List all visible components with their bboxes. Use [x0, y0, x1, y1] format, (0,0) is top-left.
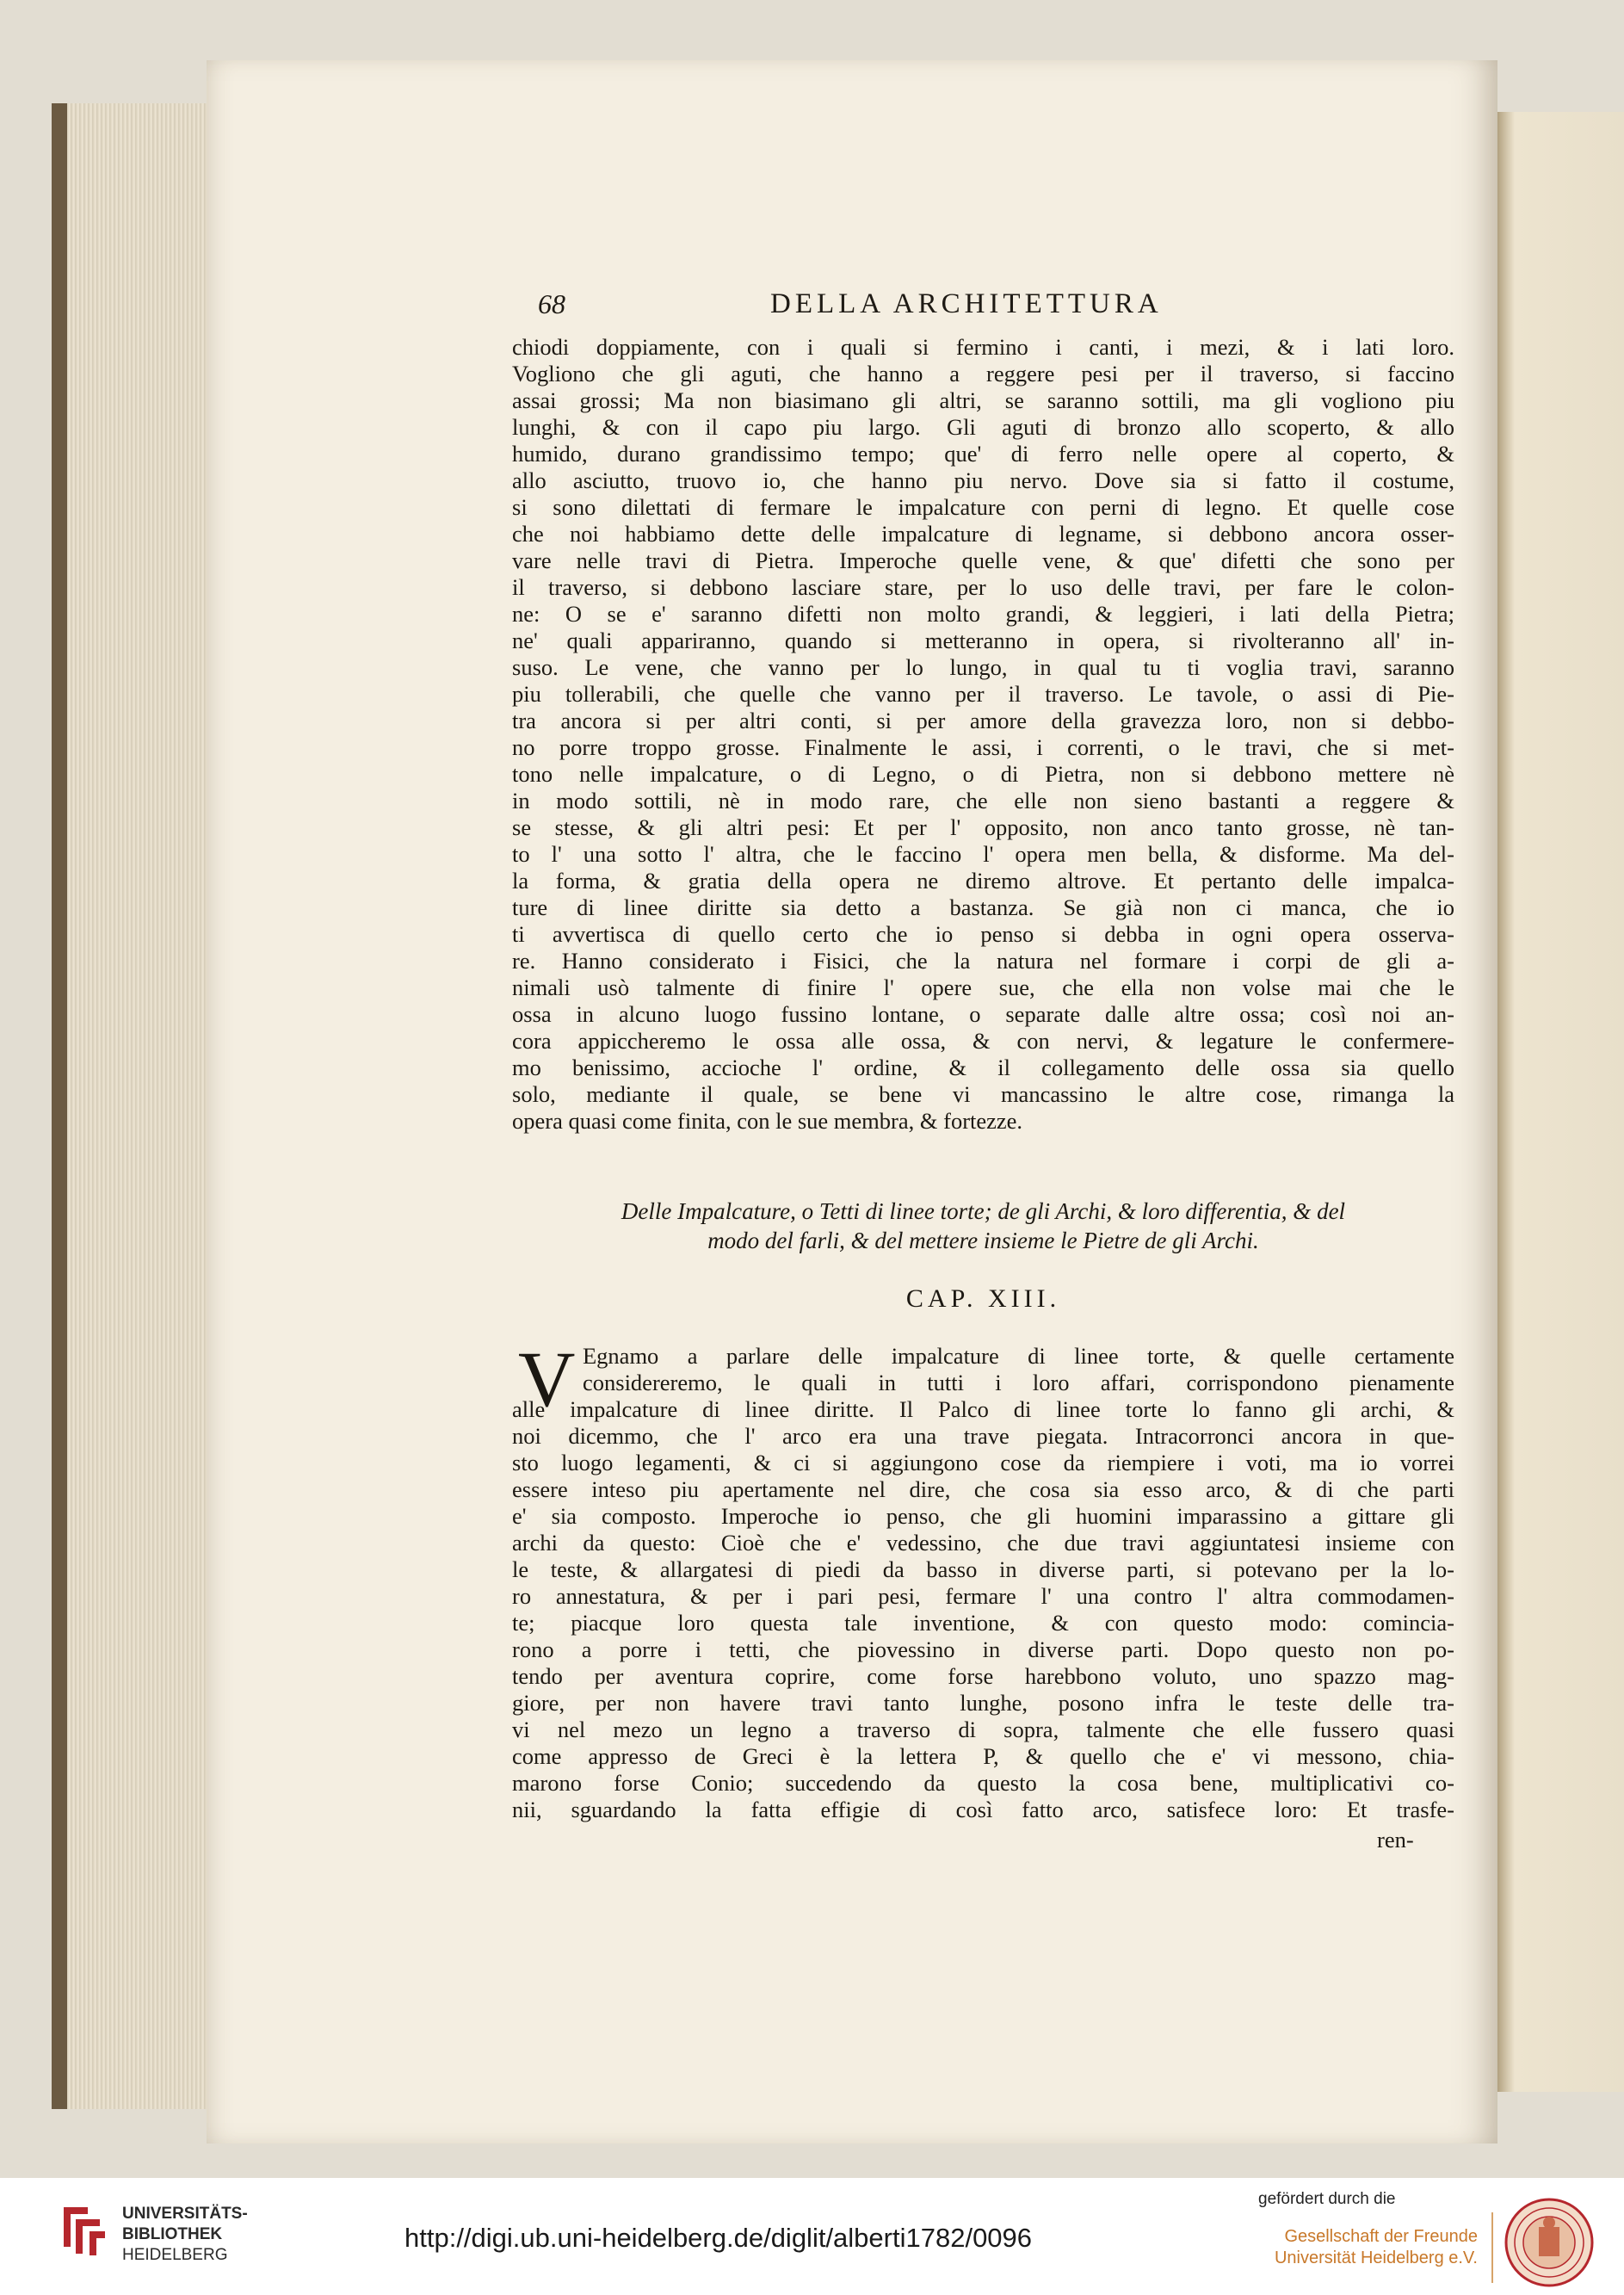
text-line: sto luogo legamenti, & ci si aggiungono cose da riempiere i voti, ma io vorrei	[512, 1450, 1454, 1475]
text-line: le teste, & allargatesi di piedi da basso in diverse parti, si potevano per la lo-	[512, 1556, 1454, 1582]
text-line: ne: O se e' saranno difetti non molto grandi, & leggieri, i lati della Pietra;	[512, 601, 1454, 627]
text-line: vi nel mezo un legno a traverso di sopra, talmente che elle fussero quasi	[512, 1717, 1454, 1742]
text-line: Egnamo a parlare delle impalcature di linee torte, & quelle certamente	[583, 1343, 1454, 1369]
rubric-line-1: Delle Impalcature, o Tetti di linee torte; de gli Archi, & loro differentia, & del	[621, 1198, 1346, 1224]
text-line: si sono dilettati di fermare le impalcature con perni di legno. Et quelle cose	[512, 494, 1454, 520]
text-line: la forma, & gratia della opera ne diremo altrove. Et pertanto delle impalca-	[512, 868, 1454, 894]
chapter-rubric	[512, 1197, 1454, 1255]
text-line: nii, sguardando la fatta effigie di così fatto arco, satisfece loro: Et trasfe-	[512, 1797, 1454, 1822]
text-line: considereremo, le quali in tutti i loro affari, corrispondono pienamente	[583, 1370, 1454, 1395]
library-name-line-3: HEIDELBERG	[122, 2246, 228, 2264]
page-block-left	[52, 103, 222, 2109]
society-name-line-1: Gesellschaft der Freunde	[1284, 2227, 1478, 2246]
text-line: no porre troppo grosse. Finalmente le assi, i correnti, o le travi, che si met-	[512, 734, 1454, 760]
text-line: chiodi doppiamente, con i quali si fermino i canti, i mezi, & i lati loro.	[512, 334, 1454, 360]
text-line: che noi habbiamo dette delle impalcature di legname, si debbono ancora osser-	[512, 521, 1454, 547]
text-line: ture di linee diritte sia detto a bastanza. Se già non ci manca, che io	[512, 894, 1454, 920]
text-line: rono a porre i tetti, che piovessino in diverse parti. Dopo questo non po-	[512, 1636, 1454, 1662]
footer-bar	[0, 2178, 1624, 2295]
text-line: in modo sottili, nè in modo rare, che elle non sieno bastanti a reggere &	[512, 788, 1454, 813]
text-line: giore, per non havere travi tanto lunghe, posono infra le teste delle tra-	[512, 1690, 1454, 1716]
text-line: solo, mediante il quale, se bene vi mancassino le altre cose, rimanga la	[512, 1081, 1454, 1107]
text-line: lunghi, & con il capo piu largo. Gli aguti di bronzo allo scoperto, & allo	[512, 414, 1454, 440]
text-line: suso. Le vene, che vanno per lo lungo, in qual tu ti voglia travi, saranno	[512, 654, 1454, 680]
text-line: essere inteso piu apertamente nel dire, che cosa sia esso arco, & di che parti	[512, 1476, 1454, 1502]
library-logo-icon	[57, 2199, 112, 2259]
text-line: to l' una sotto l' altra, che le faccino l' opera men bella, & disforme. Ma del-	[512, 841, 1454, 867]
text-line: Vogliono che gli aguti, che hanno a reggere pesi per il traverso, si faccino	[512, 361, 1454, 387]
permalink-url[interactable]: http://digi.ub.uni-heidelberg.de/diglit/alberti1782/0096	[404, 2223, 1033, 2253]
library-name-line-2: BIBLIOTHEK	[122, 2225, 223, 2243]
rubric-line-2: modo del farli, & del mettere insieme le Pietre de gli Archi.	[707, 1228, 1259, 1253]
library-name-line-1: UNIVERSITÄTS-	[122, 2205, 248, 2223]
drop-cap: V	[518, 1335, 576, 1423]
text-line: te; piacque loro questa tale inventione, & con questo modo: comincia-	[512, 1610, 1454, 1636]
text-line: e' sia composto. Imperoche io penso, che gli huomini imparassino a gittare gli	[512, 1503, 1454, 1529]
body-text-2	[512, 1343, 1454, 1823]
text-line: cora appiccheremo le ossa alle ossa, & con nervi, & legature le confermere-	[512, 1028, 1454, 1054]
text-line: ro annestatura, & per i pari pesi, fermare l' una contro l' altra commodamen-	[512, 1583, 1454, 1609]
body-text-1	[512, 334, 1454, 1135]
society-name-line-2: Universität Heidelberg e.V.	[1274, 2249, 1478, 2267]
text-line: vare nelle travi di Pietra. Imperoche quelle vene, & que' difetti che sono per	[512, 547, 1454, 573]
text-line: il traverso, si debbono lasciare stare, per lo uso delle travi, per fare le colon-	[512, 574, 1454, 600]
text-line: allo asciutto, truovo io, che hanno piu nervo. Dove sia si fatto il costume,	[512, 467, 1454, 493]
text-line: marono forse Conio; succedendo da questo la cosa bene, multiplicativi co-	[512, 1770, 1454, 1796]
page-number: 68	[538, 288, 565, 319]
text-line: re. Hanno considerato i Fisici, che la natura nel formare i corpi de gli a-	[512, 948, 1454, 974]
footer-divider	[1491, 2212, 1493, 2283]
text-line: tendo per aventura coprire, come forse harebbono voluto, uno spazzo mag-	[512, 1663, 1454, 1689]
text-line: nimali usò talmente di finire l' opere sue, che ella non volse mai che le	[512, 974, 1454, 1000]
funded-by-label: gefördert durch die	[1258, 2190, 1396, 2208]
university-seal-icon	[1497, 2197, 1601, 2288]
text-line: alle impalcature di linee diritte. Il Palco di linee torte lo fanno gli archi, &	[512, 1396, 1454, 1422]
running-title: DELLA ARCHITETTURA	[770, 288, 1163, 319]
chapter-heading: CAP. XIII.	[905, 1284, 1061, 1313]
text-line: assai grossi; Ma non biasimano gli altri, se saranno sottili, ma gli vogliono piu	[512, 387, 1454, 413]
text-line: noi dicemmo, che l' arco era una trave piegata. Intracorronci ancora in que-	[512, 1423, 1454, 1449]
text-line: archi da questo: Cioè che e' vedessino, che due travi aggiuntatesi insieme con	[512, 1530, 1454, 1556]
text-line: mo benissimo, accioche l' ordine, & il collegamento delle ossa sia quello	[512, 1055, 1454, 1080]
text-line: se stesse, & gli altri pesi: Et per l' opposito, non anco tanto grosse, nè tan-	[512, 814, 1454, 840]
text-line: opera quasi come finita, con le sue membra, & fortezze.	[512, 1108, 1023, 1134]
text-line: ne' quali appariranno, quando si metteranno in opera, si rivolteranno all' in-	[512, 628, 1454, 653]
text-line: piu tollerabili, che quelle che vanno per il traverso. Le tavole, o assi di Pie-	[512, 681, 1454, 707]
facing-page-right	[1489, 112, 1624, 2092]
catchword: ren-	[1377, 1827, 1414, 1853]
text-line: ossa in alcuno luogo fussino lontane, o separate dalle altre ossa; così noi an-	[512, 1001, 1454, 1027]
library-name	[122, 2204, 248, 2266]
text-line: ti avvertisca di quello certo che io penso si debba in ogni opera osserva-	[512, 921, 1454, 947]
text-line: tono nelle impalcature, o di Legno, o di Pietra, non si debbono mettere nè	[512, 761, 1454, 787]
text-line: come appresso de Greci è la lettera P, & quello che e' vi messono, chia-	[512, 1743, 1454, 1769]
society-name	[1263, 2226, 1478, 2269]
text-line: tra ancora si per altri conti, si per amore della gravezza loro, non si debbo-	[512, 708, 1454, 733]
running-head	[538, 288, 1192, 331]
text-line: humido, durano grandissimo tempo; que' di ferro nelle opere al coperto, &	[512, 441, 1454, 467]
